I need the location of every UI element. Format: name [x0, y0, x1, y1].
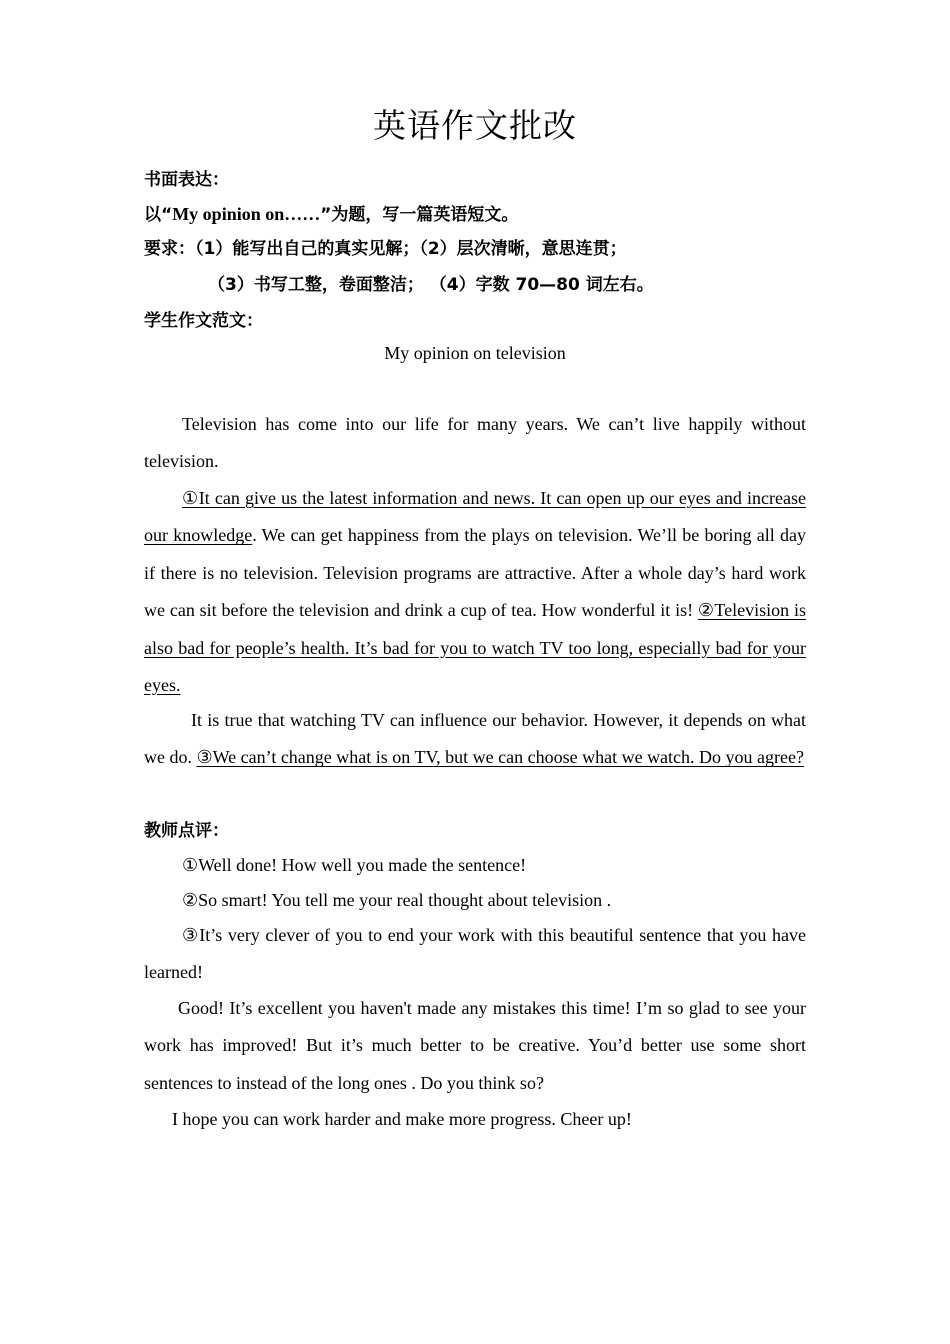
comment-3: ③It’s very clever of you to end your work with this beautiful sentence that you have learned!	[144, 925, 806, 983]
essay-paragraph-2	[144, 480, 806, 704]
comment-label: 教师点评：	[144, 821, 229, 841]
prompt-prefix: 以“	[144, 205, 173, 225]
essay-paragraph-3-body: It is true that watching TV can influence our behavior. However, it depends on what we do.	[144, 710, 806, 768]
essay-paragraph-3	[144, 702, 806, 777]
comment-4: Good! It’s excellent you haven't made any mistakes this time! I’m so glad to see your work has improved! But it’s much better to be creative. You’d better use some short sentences to instead of the long ones . Do you think so?	[144, 998, 806, 1093]
prompt-line	[144, 203, 518, 226]
requirements-line-2: （3）书写工整，卷面整洁； （4）字数 70—80 词左右。	[208, 275, 654, 295]
requirements-line-1: 要求：（1）能写出自己的真实见解；（2）层次清晰，意思连贯；	[144, 239, 627, 259]
comment-1: ①Well done! How well you made the sentence!	[182, 855, 527, 875]
underlined-sentence-3: ③We can’t change what is on TV, but we can choose what we watch. Do you agree?	[196, 747, 804, 768]
essay-paragraph-2-body: . We can get happiness from the plays on television. We’ll be boring all day if there is no television. Television programs are attractive. After a whole day’s hard work we can sit before the television and drink a cup of tea. How wonderful it is!	[144, 525, 806, 621]
comment-2: ②So smart! You tell me your real thought about television .	[182, 890, 612, 910]
underlined-sentence-1: ①It can give us the latest information and news. It can open up our eyes and increase our knowledge	[144, 488, 806, 546]
prompt-suffix: ”为题，写一篇英语短文。	[320, 205, 519, 225]
sample-label: 学生作文范文：	[144, 311, 263, 331]
essay-paragraph-1: Television has come into our life for many years. We can’t live happily without television.	[144, 414, 806, 472]
essay-title: My opinion on television	[384, 343, 566, 363]
underlined-sentence-2: ②Television is also bad for people’s health. It’s bad for you to watch TV too long, especially bad for your eyes.	[144, 600, 806, 696]
prompt-label: 书面表达：	[144, 170, 229, 190]
prompt-english: My opinion on……	[172, 204, 321, 224]
comment-5: I hope you can work harder and make more progress. Cheer up!	[172, 1109, 632, 1129]
page-title: 英语作文批改	[373, 106, 577, 145]
